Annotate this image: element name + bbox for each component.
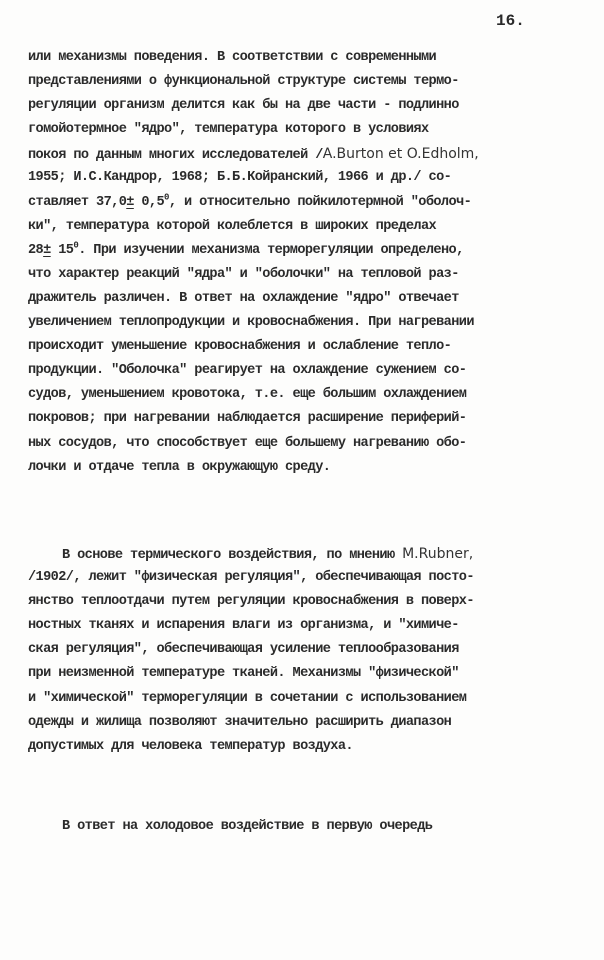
text-line: допустимых для человека температур воздуха. <box>28 738 353 754</box>
text-line: покровов; при нагревании наблюдается расширение периферий- <box>28 411 467 427</box>
text-line: ставляет $37,0\pm 0,5^0$, и относительно пойкилотермной "оболоч- <box>28 192 472 210</box>
text-line: 1955; И.С.Кандрор, 1968; Б.Б.Койранский, 1966 и др./ со- <box>28 170 452 186</box>
text-line: дражитель различен. В ответ на охлаждение "ядро" отвечает <box>28 290 459 306</box>
text-line: ных сосудов, что способствует еще большему нагреванию обо- <box>28 435 467 451</box>
degree-superscript: 0 <box>73 240 79 251</box>
text-line: регуляции организм делится как бы на две части - подлинно <box>28 98 459 114</box>
degree-superscript: 0 <box>164 192 169 203</box>
text-line: представлениями о функциональной структуре системы термо- <box>28 74 459 90</box>
text-line: В ответ на холодовое воздействие в первую очередь <box>62 819 433 834</box>
text-line: лочки и отдаче тепла в окружающую среду. <box>28 459 331 475</box>
text-line: покоя по данным многих исследователей /A.Burton et O.Edholm, <box>28 146 479 164</box>
text-line: увеличением теплопродукции и кровоснабжения. При нагревании <box>28 315 474 331</box>
text-line: /1902/, лежит "физическая регуляция", обеспечивающая посто- <box>28 570 474 586</box>
text-line: при неизменной температуре тканей. Механизмы "физической" <box>28 666 459 682</box>
text-line: происходит уменьшение кровоснабжения и ослабление тепло- <box>28 339 452 355</box>
paragraph-2 <box>28 542 588 759</box>
paragraph-3 <box>28 815 588 839</box>
handwritten-citation: A.Burton et O.Edholm, <box>322 146 479 163</box>
text-line: и "химической" терморегуляции в сочетании с использованием <box>28 690 467 706</box>
text-line: одежды и жилища позволяют значительно расширить диапазон <box>28 714 452 730</box>
text-line: что характер реакций "ядра" и "оболочки" на тепловой раз- <box>28 266 459 282</box>
text-line: или механизмы поведения. В соответствии с современными <box>28 50 437 65</box>
handwritten-citation: M.Rubner, <box>402 546 474 562</box>
text-line: ки", температура которой колеблется в широких пределах <box>28 218 437 234</box>
text-line: продукции. "Оболочка" реагирует на охлаждение сужением со- <box>28 363 467 379</box>
paragraph-1 <box>28 46 588 480</box>
text-line: В основе термического воздействия, по мнению M.Rubner, <box>62 546 474 563</box>
text-line: ностных тканях и испарения влаги из организма, и "химиче- <box>28 618 459 634</box>
text-line: янство теплоотдачи путем регуляции кровоснабжения в поверх- <box>28 594 474 610</box>
text-line: судов, уменьшением кровотока, т.е. еще большим охлаждением <box>28 387 467 403</box>
page-number: 16. <box>496 12 525 30</box>
text-line: гомойотермное "ядро", температура которого в условиях <box>28 122 429 138</box>
text-line: ская регуляция", обеспечивающая усиление теплообразования <box>28 642 459 658</box>
text-line: $28\pm 15^0$. При изучении механизма терморегуляции определено, <box>28 240 464 258</box>
plus-minus-sign: ± <box>43 242 51 258</box>
plus-minus-sign: ± <box>126 194 134 210</box>
